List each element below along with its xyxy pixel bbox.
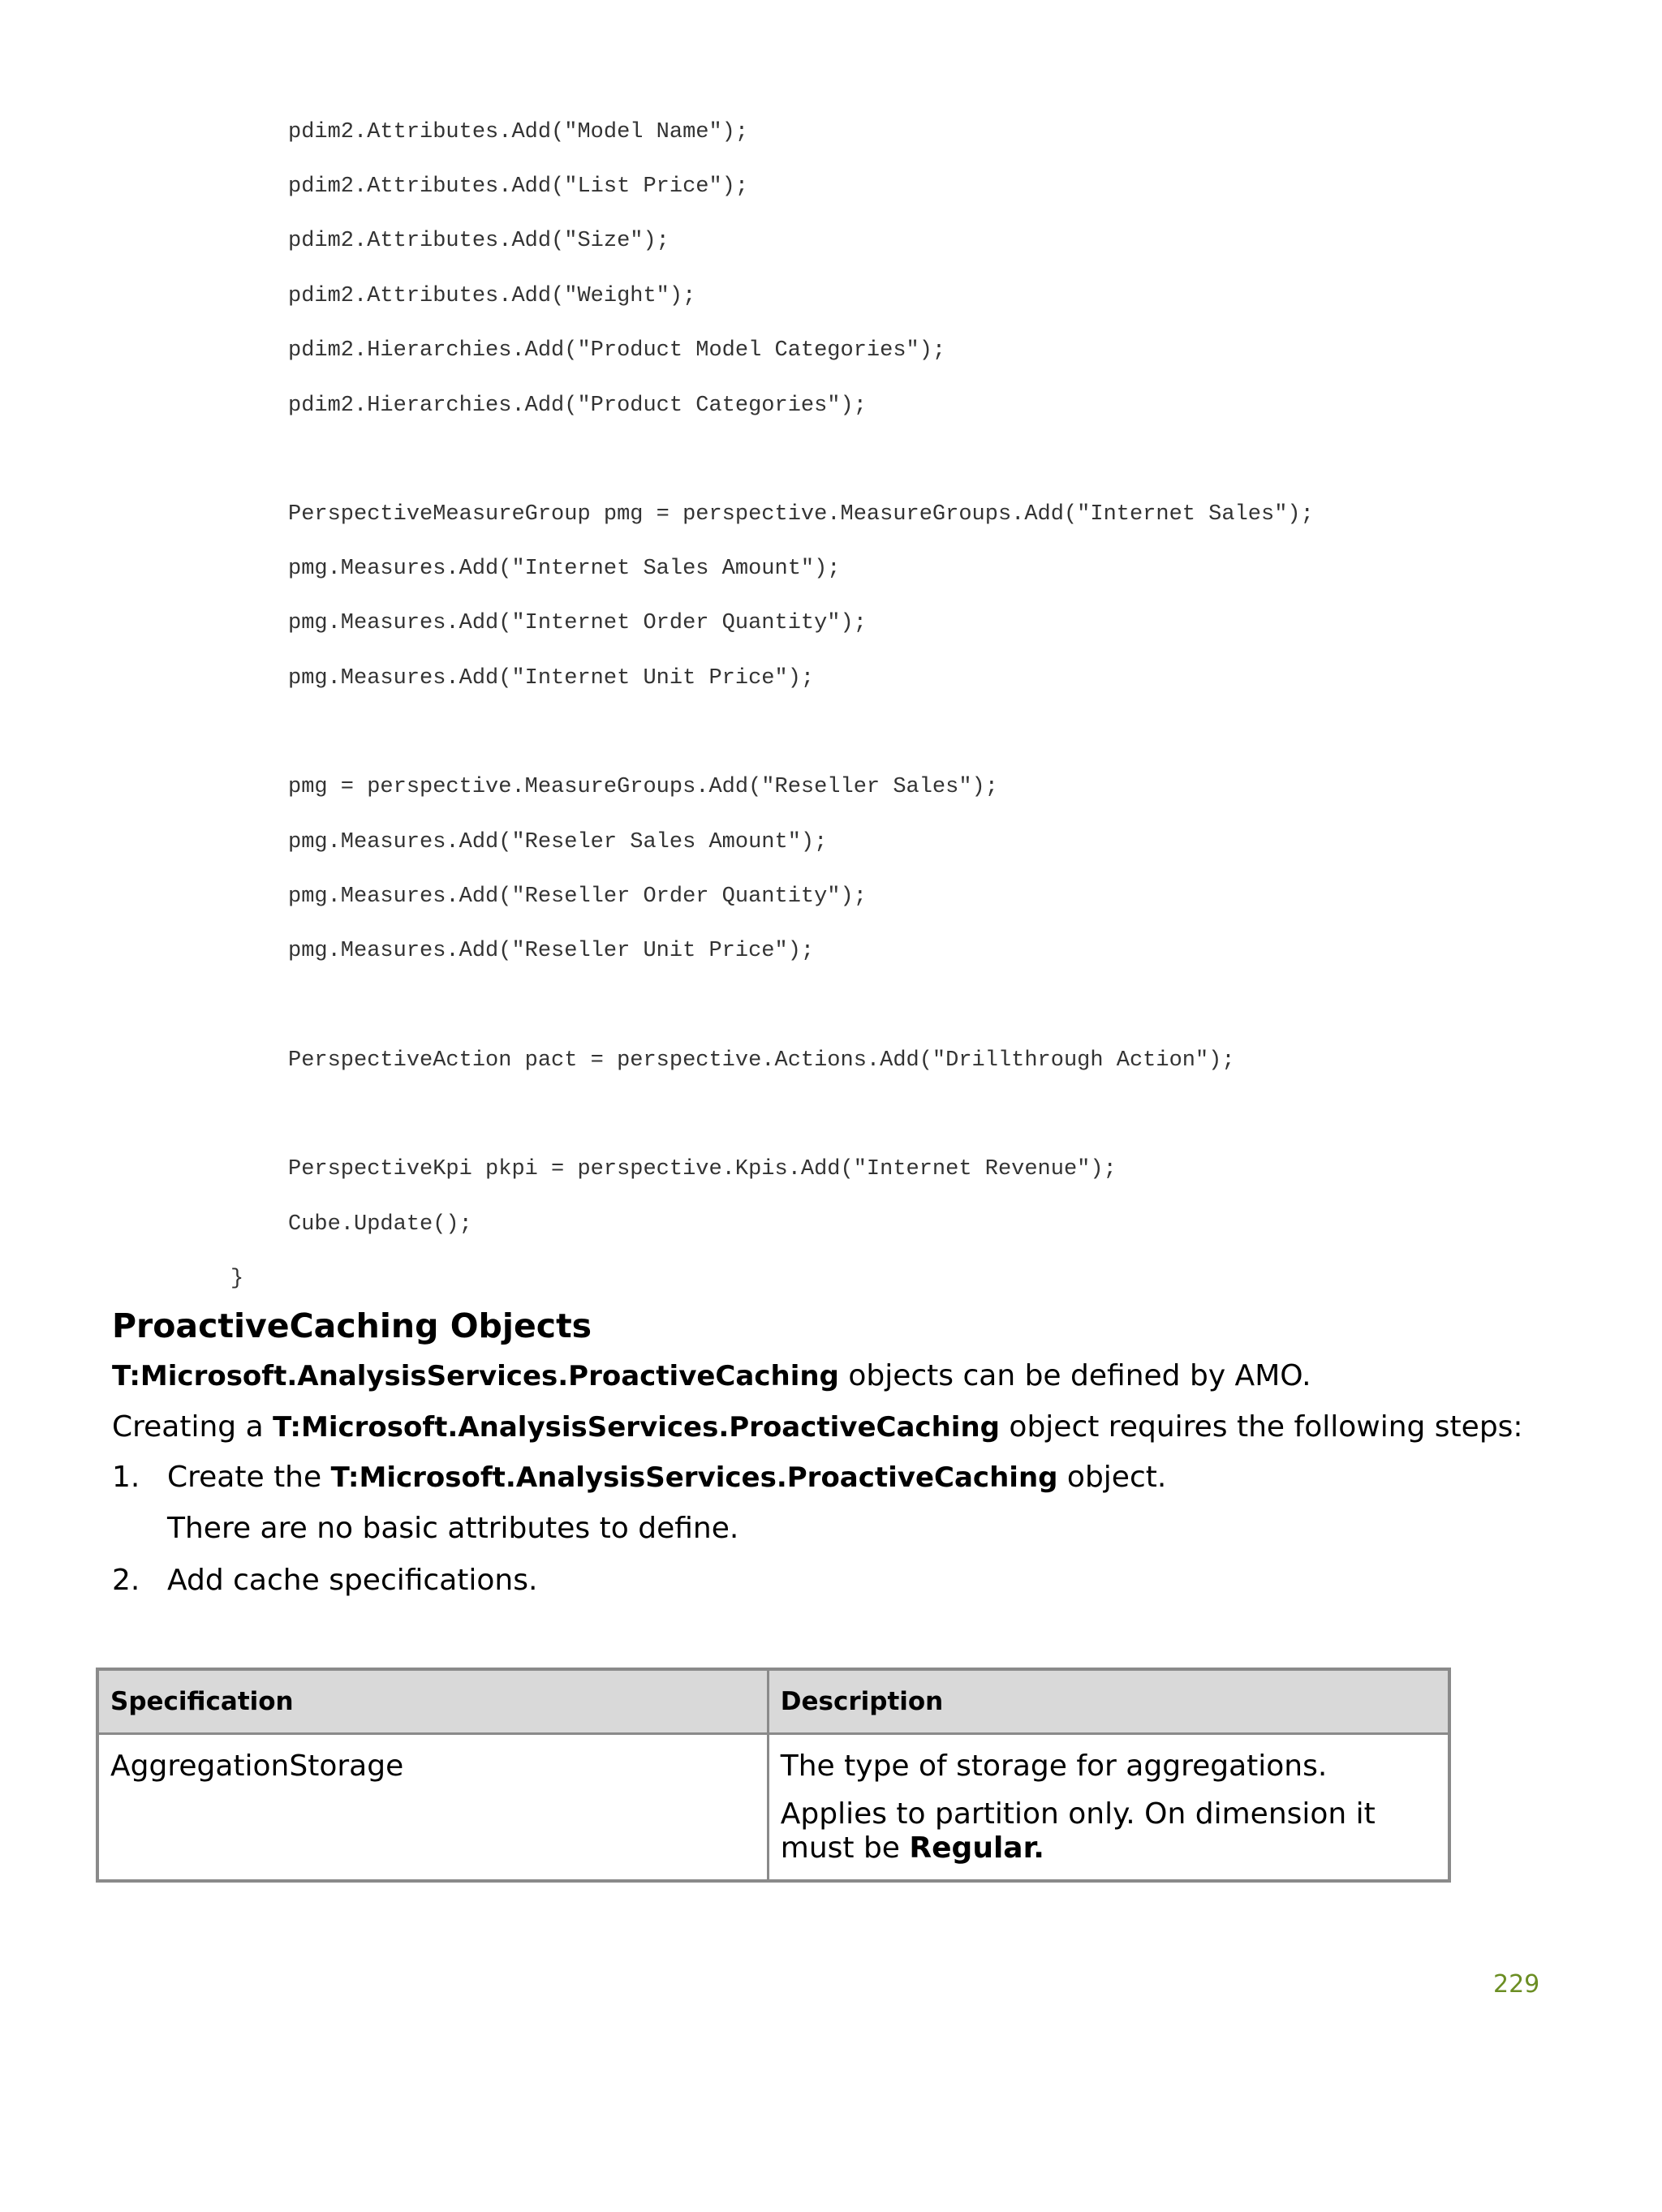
class-name: T:Microsoft.AnalysisServices.ProactiveCaching [112,1360,839,1392]
code-line: pdim2.Attributes.Add("Weight"); [288,284,696,308]
code-line: pmg.Measures.Add("Reseller Unit Price"); [288,939,815,963]
table-row [97,1734,1449,1882]
code-line: PerspectiveAction pact = perspective.Actions.Add("Drillthrough Action"); [288,1048,1235,1073]
code-line: pdim2.Attributes.Add("Size"); [288,229,670,253]
specification-table [96,1668,1451,1883]
class-name: T:Microsoft.AnalysisServices.ProactiveCaching [330,1461,1058,1494]
code-line: pmg.Measures.Add("Internet Sales Amount"); [288,557,841,581]
code-line: pmg.Measures.Add("Internet Order Quantity"); [288,611,867,635]
code-line: pmg = perspective.MeasureGroups.Add("Reseller Sales"); [288,775,998,799]
section-heading: ProactiveCaching Objects [112,1306,592,1345]
code-line: pdim2.Hierarchies.Add("Product Categories"); [288,394,867,418]
page-number: 229 [1493,1970,1540,1999]
code-line: pdim2.Attributes.Add("List Price"); [288,174,749,199]
table-header-row [97,1669,1449,1734]
intro-paragraph: T:Microsoft.AnalysisServices.ProactiveCaching objects can be defined by AMO. [112,1359,1311,1392]
code-line: PerspectiveKpi pkpi = perspective.Kpis.Add("Internet Revenue"); [288,1157,1117,1181]
table-cell: The type of storage for aggregations. Applies to partition only. On dimension it must be Regular. [768,1734,1449,1882]
code-line: pmg.Measures.Add("Reseler Sales Amount"); [288,830,828,854]
class-name: T:Microsoft.AnalysisServices.ProactiveCaching [273,1411,1000,1444]
code-line: pmg.Measures.Add("Reseller Order Quantity"); [288,884,867,909]
code-line: PerspectiveMeasureGroup pmg = perspective.MeasureGroups.Add("Internet Sales"); [288,502,1314,527]
steps-intro-paragraph: Creating a T:Microsoft.AnalysisServices.ProactiveCaching object requires the following steps: [112,1410,1523,1444]
table-header-cell: Specification [97,1669,768,1734]
table-header-cell: Description [768,1669,1449,1734]
code-line: pdim2.Hierarchies.Add("Product Model Categories"); [288,338,946,363]
code-line: pdim2.Attributes.Add("Model Name"); [288,120,749,144]
code-line: pmg.Measures.Add("Internet Unit Price"); [288,666,815,691]
table-cell: AggregationStorage [97,1734,768,1882]
code-closing-brace: } [230,1267,244,1291]
code-line: Cube.Update(); [288,1212,472,1237]
